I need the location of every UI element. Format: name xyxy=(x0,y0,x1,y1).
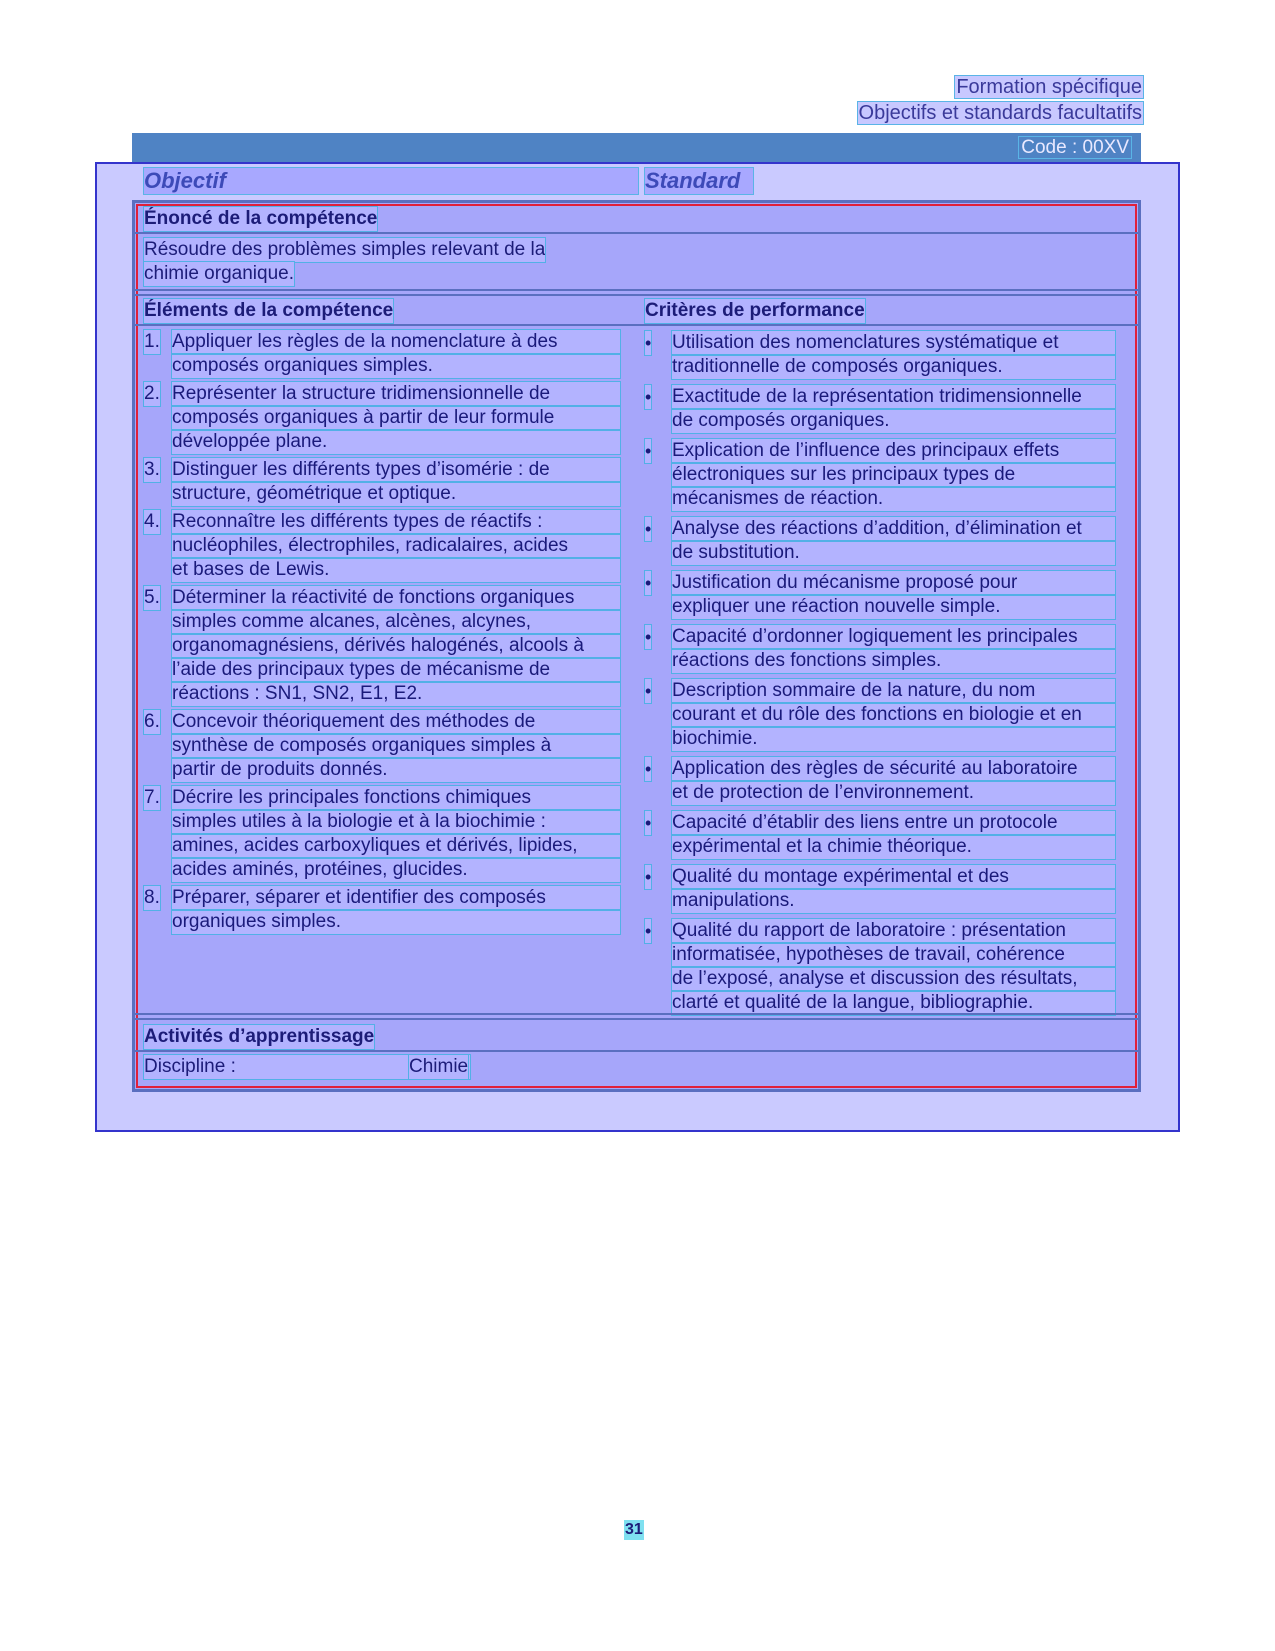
list-item-line: Explication de l’influence des principaux effets xyxy=(672,439,1115,463)
list-item xyxy=(144,330,620,378)
criteria-list xyxy=(645,331,1115,1021)
list-item-line: Préparer, séparer et identifier des composés xyxy=(172,886,620,910)
item-number: 2. xyxy=(144,383,160,404)
list-item xyxy=(144,786,620,882)
page-number: 31 xyxy=(625,1521,643,1538)
list-item-line: nucléophiles, électrophiles, radicalaires, acides xyxy=(172,534,620,558)
bullet-marker: • xyxy=(645,867,652,887)
enonce-text-line-1: Résoudre des problèmes simples relevant de la xyxy=(144,239,546,260)
list-item-line: et bases de Lewis. xyxy=(172,558,620,582)
header-line-1: Formation spécifique xyxy=(956,76,1142,98)
divider xyxy=(135,1018,1138,1020)
list-item xyxy=(645,571,1115,619)
list-item-line: Qualité du montage expérimental et des xyxy=(672,865,1115,889)
item-number: 4. xyxy=(144,511,160,532)
list-item xyxy=(645,517,1115,565)
list-item-line: expérimental et la chimie théorique. xyxy=(672,835,1115,859)
list-item-line: de composés organiques. xyxy=(672,409,1115,433)
course-code: Code : 00XV xyxy=(1021,137,1129,158)
item-number: 1. xyxy=(144,331,160,352)
list-item xyxy=(144,586,620,706)
list-item xyxy=(144,382,620,454)
list-item xyxy=(645,811,1115,859)
discipline-label: Discipline : xyxy=(144,1055,470,1079)
list-item-line: structure, géométrique et optique. xyxy=(172,482,620,506)
divider xyxy=(135,324,1138,326)
bullet-marker: • xyxy=(645,627,652,647)
elements-title: Éléments de la compétence xyxy=(144,300,394,321)
list-item-line: Utilisation des nomenclatures systématique et xyxy=(672,331,1115,355)
bullet-marker: • xyxy=(645,333,652,353)
list-item xyxy=(645,439,1115,511)
list-item xyxy=(144,458,620,506)
list-item xyxy=(645,385,1115,433)
list-item xyxy=(645,679,1115,751)
list-item-line: et de protection de l’environnement. xyxy=(672,781,1115,805)
bullet-marker: • xyxy=(645,519,652,539)
divider xyxy=(135,1050,1138,1052)
bullet-marker: • xyxy=(645,441,652,461)
list-item-line: composés organiques simples. xyxy=(172,354,620,378)
list-item-line: de substitution. xyxy=(672,541,1115,565)
list-item xyxy=(645,865,1115,913)
bullet-marker: • xyxy=(645,921,652,941)
divider xyxy=(135,294,1138,296)
list-item-line: organomagnésiens, dérivés halogénés, alcools à xyxy=(172,634,620,658)
list-item-line: Décrire les principales fonctions chimiques xyxy=(172,786,620,810)
list-item-line: Description sommaire de la nature, du nom xyxy=(672,679,1115,703)
list-item-line: courant et du rôle des fonctions en biologie et en xyxy=(672,703,1115,727)
item-number: 6. xyxy=(144,711,160,732)
list-item-line: électroniques sur les principaux types de xyxy=(672,463,1115,487)
item-number: 5. xyxy=(144,587,160,608)
list-item-line: développée plane. xyxy=(172,430,620,454)
list-item-line: composés organiques à partir de leur formule xyxy=(172,406,620,430)
list-item-line: Distinguer les différents types d’isomérie : de xyxy=(172,458,620,482)
list-item-line: réactions des fonctions simples. xyxy=(672,649,1115,673)
list-item-line: partir de produits donnés. xyxy=(172,758,620,782)
list-item-line: Représenter la structure tridimensionnelle de xyxy=(172,382,620,406)
list-item xyxy=(144,886,620,934)
divider xyxy=(135,1013,1138,1015)
list-item-line: synthèse de composés organiques simples à xyxy=(172,734,620,758)
activities-title: Activités d’apprentissage xyxy=(144,1026,375,1047)
criteria-title: Critères de performance xyxy=(645,300,865,321)
elements-list xyxy=(144,330,620,938)
item-number: 8. xyxy=(144,887,160,908)
list-item-line: traditionnelle de composés organiques. xyxy=(672,355,1115,379)
standard-heading: Standard xyxy=(645,168,753,194)
code-bar xyxy=(132,133,1141,162)
list-item-line: simples comme alcanes, alcènes, alcynes, xyxy=(172,610,620,634)
list-item-line: acides aminés, protéines, glucides. xyxy=(172,858,620,882)
list-item xyxy=(144,710,620,782)
list-item-line: réactions : SN1, SN2, E1, E2. xyxy=(172,682,620,706)
item-number: 3. xyxy=(144,459,160,480)
enonce-text-line-2: chimie organique. xyxy=(144,263,294,284)
list-item-line: expliquer une réaction nouvelle simple. xyxy=(672,595,1115,619)
list-item-line: Capacité d’établir des liens entre un protocole xyxy=(672,811,1115,835)
list-item-line: simples utiles à la biologie et à la biochimie : xyxy=(172,810,620,834)
list-item xyxy=(645,757,1115,805)
bullet-marker: • xyxy=(645,813,652,833)
list-item-line: amines, acides carboxyliques et dérivés, lipides, xyxy=(172,834,620,858)
bullet-marker: • xyxy=(645,681,652,701)
list-item-line: informatisée, hypothèses de travail, cohérence xyxy=(672,943,1115,967)
header-line-2: Objectifs et standards facultatifs xyxy=(858,102,1142,124)
list-item xyxy=(645,625,1115,673)
divider xyxy=(135,232,1138,234)
item-number: 7. xyxy=(144,787,160,808)
list-item-line: Déterminer la réactivité de fonctions organiques xyxy=(172,586,620,610)
list-item-line: Analyse des réactions d’addition, d’élimination et xyxy=(672,517,1115,541)
bullet-marker: • xyxy=(645,573,652,593)
list-item-line: biochimie. xyxy=(672,727,1115,751)
objective-heading: Objectif xyxy=(144,168,638,194)
enonce-title: Énoncé de la compétence xyxy=(144,208,378,229)
bullet-marker: • xyxy=(645,387,652,407)
list-item-line: manipulations. xyxy=(672,889,1115,913)
discipline-value: Chimie xyxy=(409,1056,469,1077)
list-item-line: Appliquer les règles de la nomenclature à des xyxy=(172,330,620,354)
list-item-line: mécanismes de réaction. xyxy=(672,487,1115,511)
list-item-line: Capacité d’ordonner logiquement les principales xyxy=(672,625,1115,649)
list-item xyxy=(645,331,1115,379)
list-item-line: Reconnaître les différents types de réactifs : xyxy=(172,510,620,534)
list-item xyxy=(144,510,620,582)
divider xyxy=(135,289,1138,291)
list-item-line: Concevoir théoriquement des méthodes de xyxy=(172,710,620,734)
list-item-line: clarté et qualité de la langue, bibliographie. xyxy=(672,991,1115,1015)
list-item xyxy=(645,919,1115,1015)
list-item-line: de l’exposé, analyse et discussion des résultats, xyxy=(672,967,1115,991)
list-item-line: Application des règles de sécurité au laboratoire xyxy=(672,757,1115,781)
list-item-line: l’aide des principaux types de mécanisme de xyxy=(172,658,620,682)
list-item-line: Qualité du rapport de laboratoire : présentation xyxy=(672,919,1115,943)
list-item-line: Justification du mécanisme proposé pour xyxy=(672,571,1115,595)
list-item-line: Exactitude de la représentation tridimensionnelle xyxy=(672,385,1115,409)
bullet-marker: • xyxy=(645,759,652,779)
list-item-line: organiques simples. xyxy=(172,910,620,934)
